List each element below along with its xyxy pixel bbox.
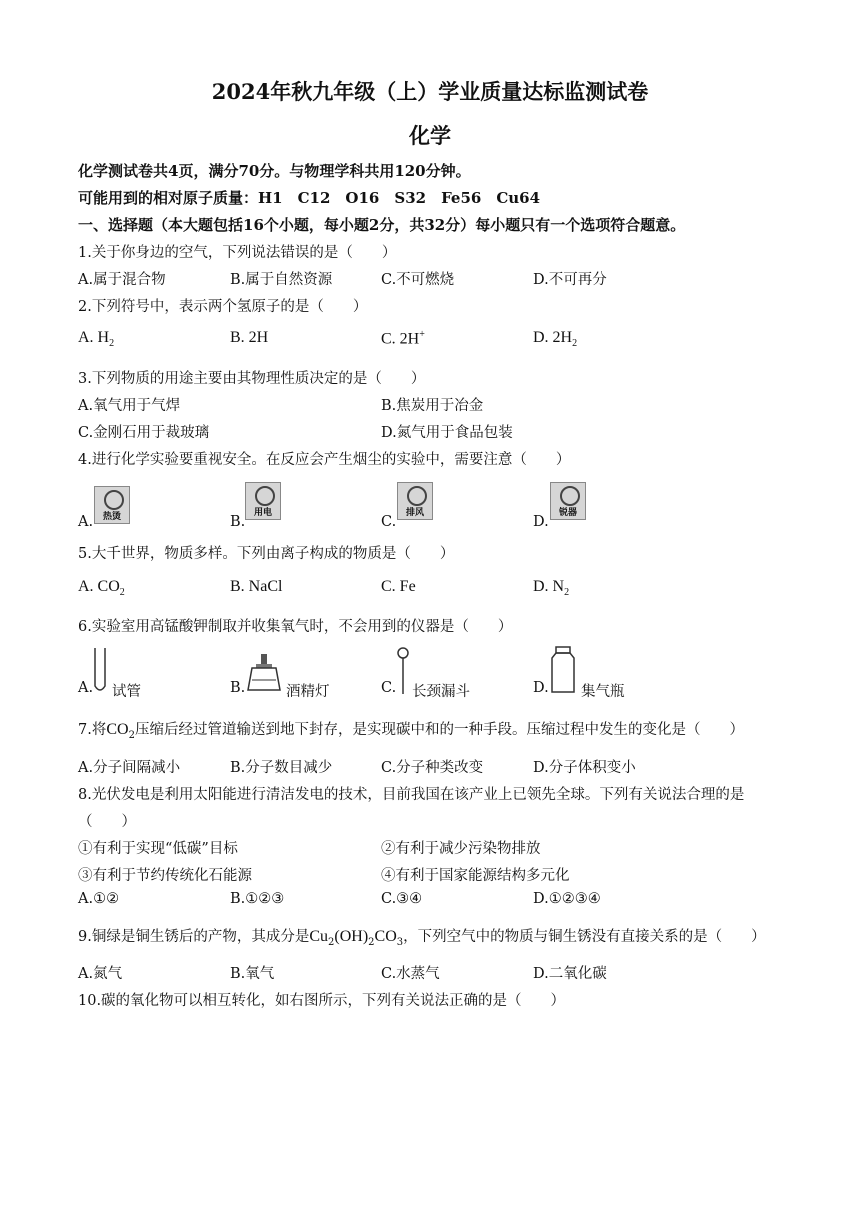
question-3-stem: 3.下列物质的用途主要由其物理性质决定的是（ ） [78,371,426,387]
q6-option-b-letter: B. [230,680,246,696]
q8-statement-3: ③有利于节约传统化石能源 [78,868,252,884]
q6-option-c-letter: C. [381,680,397,696]
q8-option-c: C.③④ [381,891,423,907]
q6-option-b-label: 酒精灯 [286,684,330,700]
question-7-stem: 7.将$CO_2$压缩后经过管道输送到地下封存，是实现碳中和的一种手段。压缩过程中发生的变化是（ ） [78,721,744,741]
q8-option-d: D.①②③④ [533,891,601,907]
q8-option-a: A.①② [78,891,120,907]
test-tube-icon [92,646,108,696]
intro-line-1: 化学测试卷共4页，满分70分。与物理学科共用120分钟。 [78,162,471,180]
section-heading: 一、选择题（本大题包括16个小题，每小题2分，共32分）每小题只有一个选项符合题意。 [78,216,686,234]
q7-option-d: D.分子体积变小 [533,760,636,776]
q1-option-a: A.属于混合物 [78,272,166,288]
q5-option-c: C. Fe [381,578,416,595]
q1-option-b: B.属于自然资源 [230,272,333,288]
q9-option-b: B.氧气 [230,966,275,982]
q2-option-b: B. 2H [230,329,269,346]
long-neck-funnel-icon [394,646,412,696]
q9-option-c: C.水蒸气 [381,966,440,982]
q9-option-a: A.氮气 [78,966,123,982]
q8-statement-2: ②有利于减少污染物排放 [381,841,541,857]
q3-option-d: D.氮气用于食品包装 [381,425,513,441]
q4-option-c-letter: C. [381,514,397,530]
q5-option-b: B. NaCl [230,578,283,595]
q8-statement-1: ①有利于实现“低碳”目标 [78,841,238,857]
q4-option-a-letter: A. [78,514,94,530]
question-1-stem: 1.关于你身边的空气，下列说法错误的是（ ） [78,245,397,261]
q5-option-a: A. $CO_2$ [78,578,125,599]
question-8-stem: 8.光伏发电是利用太阳能进行清洁发电的技术，目前我国在该产业上已领先全球。下列有关说法合理的是 [78,787,745,803]
question-4-stem: 4.进行化学实验要重视安全。在反应会产生烟尘的实验中，需要注意（ ） [78,452,571,468]
q1-option-d: D.不可再分 [533,272,607,288]
q8-option-b: B.①②③ [230,891,285,907]
hot-burn-warning-icon: 热烫 [94,486,130,524]
question-2-stem: 2.下列符号中，表示两个氢原子的是（ ） [78,299,368,315]
electricity-warning-icon: 用电 [245,482,281,520]
subject-title: 化学 [409,123,451,148]
question-5-stem: 5.大千世界，物质多样。下列由离子构成的物质是（ ） [78,546,455,562]
q3-option-b: B.焦炭用于冶金 [381,398,484,414]
gas-collecting-bottle-icon [548,646,578,696]
q3-option-c: C.金刚石用于裁玻璃 [78,425,210,441]
q6-option-d-label: 集气瓶 [581,684,625,700]
q3-option-a: A.氧气用于气焊 [78,398,181,414]
question-9-stem: 9.铜绿是铜生锈后的产物，其成分是$Cu_2(OH)_2CO_3$，下列空气中的物质与铜生锈没有直接关系的是（ ） [78,928,766,948]
question-8-paren: （ ） [78,814,136,830]
intro-line-2: 可能用到的相对原子质量：H1 C12 O16 S32 Fe56 Cu64 [78,189,541,207]
q6-option-a-letter: A. [78,680,94,696]
q7-option-b: B.分子数目减少 [230,760,333,776]
q6-option-a-label: 试管 [112,684,141,700]
q1-option-c: C.不可燃烧 [381,272,455,288]
q4-option-d-letter: D. [533,514,549,530]
q4-option-b-letter: B. [230,514,246,530]
q7-option-a: A.分子间隔减小 [78,760,181,776]
question-10-stem: 10.碳的氧化物可以相互转化，如右图所示，下列有关说法正确的是（ ） [78,993,566,1009]
q8-statement-4: ④有利于国家能源结构多元化 [381,868,570,884]
q9-option-d: D.二氧化碳 [533,966,607,982]
q2-option-a: A. $H_2$ [78,329,115,350]
ventilation-warning-icon: 排风 [397,482,433,520]
q2-option-c: C. 2H+ [381,329,425,348]
q7-option-c: C.分子种类改变 [381,760,484,776]
sharp-object-warning-icon: 锐器 [550,482,586,520]
q2-option-d: D. $2H_2$ [533,329,578,350]
q6-option-c-label: 长颈漏斗 [412,684,470,700]
q6-option-d-letter: D. [533,680,549,696]
question-6-stem: 6.实验室用高锰酸钾制取并收集氧气时，不会用到的仪器是（ ） [78,619,513,635]
alcohol-lamp-icon [246,652,282,694]
exam-title: 2024年秋九年级（上）学业质量达标监测试卷 [211,79,649,104]
q5-option-d: D. $N_2$ [533,578,570,599]
